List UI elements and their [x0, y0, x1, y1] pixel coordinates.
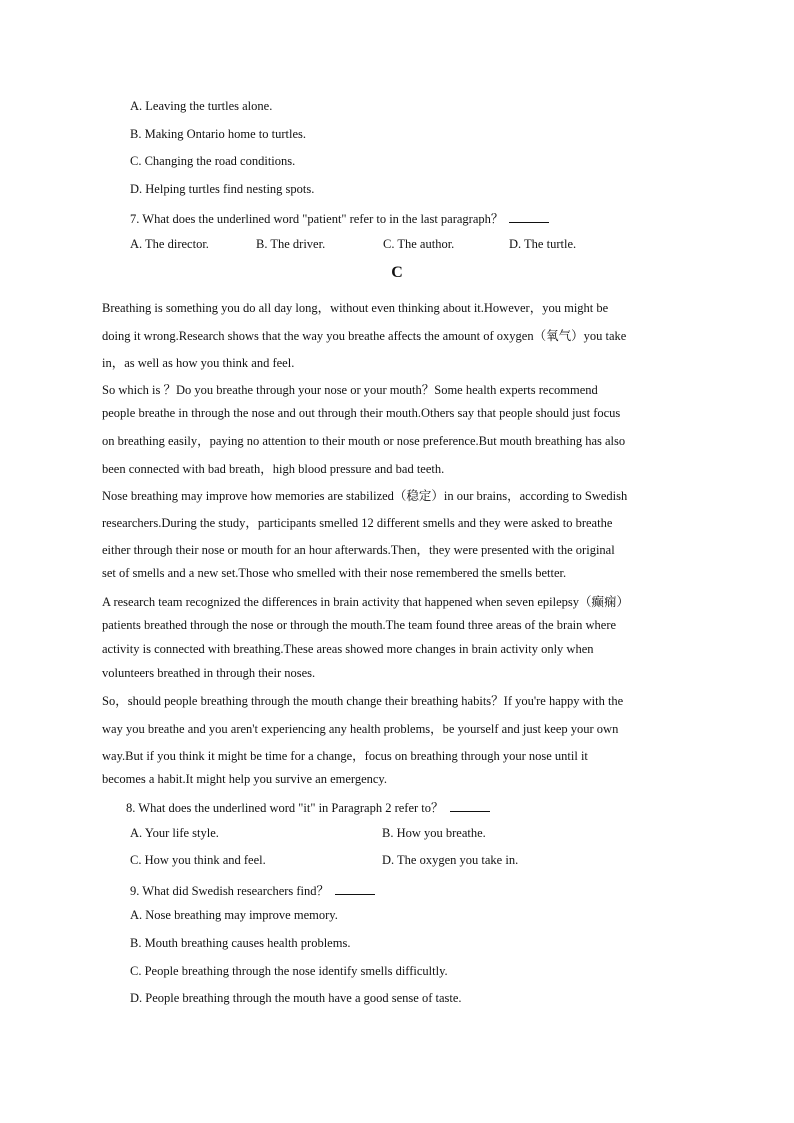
q9-option-a: A. Nose breathing may improve memory. — [130, 908, 338, 922]
passage-line: way.But if you think it might be time for a change，focus on breathing through your nose until it — [102, 749, 588, 763]
q6-option-b: B. Making Ontario home to turtles. — [130, 127, 307, 141]
passage-line: people breathe in through the nose and out through their mouth.Others say that people should just focus — [102, 406, 621, 420]
q8-stem: 8. What does the underlined word "it" in Paragraph 2 refer to？ — [126, 801, 444, 815]
passage-line: volunteers breathed in through their noses. — [102, 666, 316, 680]
passage-line: doing it wrong.Research shows that the way you breathe affects the amount of oxygen（氧气）you take — [102, 329, 627, 343]
section-title: C — [391, 264, 403, 281]
q6-option-a: A. Leaving the turtles alone. — [130, 99, 273, 113]
passage-line: way you breathe and you aren't experiencing any health problems，be yourself and just keep your own — [102, 722, 619, 736]
passage-line: researchers.During the study，participants smelled 12 different smells and they were asked to breathe — [102, 516, 613, 530]
q7-option-a: A. The director. — [130, 237, 209, 251]
passage-line: So which is ？Do you breathe through your nose or your mouth？Some health experts recommend — [102, 383, 598, 397]
q9-stem: 9. What did Swedish researchers find？ — [130, 884, 330, 898]
passage-line: on breathing easily，paying no attention to their mouth or nose preference.But mouth breathing has also — [102, 434, 626, 448]
q9-stem-line — [130, 881, 375, 899]
q9-option-c: C. People breathing through the nose identify smells difficultly. — [130, 964, 448, 978]
passage-line: Nose breathing may improve how memories are stabilized（稳定）in our brains，according to Swedish — [102, 489, 628, 503]
q8-stem-line — [126, 798, 490, 816]
q7-option-d: D. The turtle. — [509, 237, 577, 251]
q9-option-d: D. People breathing through the mouth have a good sense of taste. — [130, 991, 462, 1005]
passage-line: A research team recognized the differences in brain activity that happened when seven epilepsy（癫痫） — [102, 595, 630, 609]
passage-line: becomes a habit.It might help you survive an emergency. — [102, 772, 387, 786]
q7-answer-blank — [509, 212, 549, 223]
q6-option-d: D. Helping turtles find nesting spots. — [130, 182, 315, 196]
q7-stem: 7. What does the underlined word "patient" refer to in the last paragraph？ — [130, 212, 504, 226]
q8-option-a: A. Your life style. — [130, 826, 219, 840]
q8-answer-blank — [450, 801, 490, 812]
passage-line: either through their nose or mouth for an hour afterwards.Then，they were presented with the original — [102, 543, 615, 557]
passage-line: activity is connected with breathing.These areas showed more changes in brain activity only when — [102, 642, 594, 656]
passage-line: in，as well as how you think and feel. — [102, 356, 295, 370]
q8-option-d: D. The oxygen you take in. — [382, 853, 519, 867]
q7-option-c: C. The author. — [383, 237, 455, 251]
q8-option-b: B. How you breathe. — [382, 826, 486, 840]
q7-stem-line — [130, 209, 549, 227]
passage-line: Breathing is something you do all day long，without even thinking about it.However，you might be — [102, 301, 609, 315]
q8-option-c: C. How you think and feel. — [130, 853, 266, 867]
q9-option-b: B. Mouth breathing causes health problems. — [130, 936, 351, 950]
passage-line: patients breathed through the nose or through the mouth.The team found three areas of the brain where — [102, 618, 617, 632]
passage-line: set of smells and a new set.Those who smelled with their nose remembered the smells better. — [102, 566, 567, 580]
q7-option-b: B. The driver. — [256, 237, 326, 251]
q9-answer-blank — [335, 884, 375, 895]
passage-line: been connected with bad breath，high blood pressure and bad teeth. — [102, 462, 445, 476]
q6-option-c: C. Changing the road conditions. — [130, 154, 296, 168]
passage-line: So，should people breathing through the mouth change their breathing habits？If you're happy with the — [102, 694, 624, 708]
